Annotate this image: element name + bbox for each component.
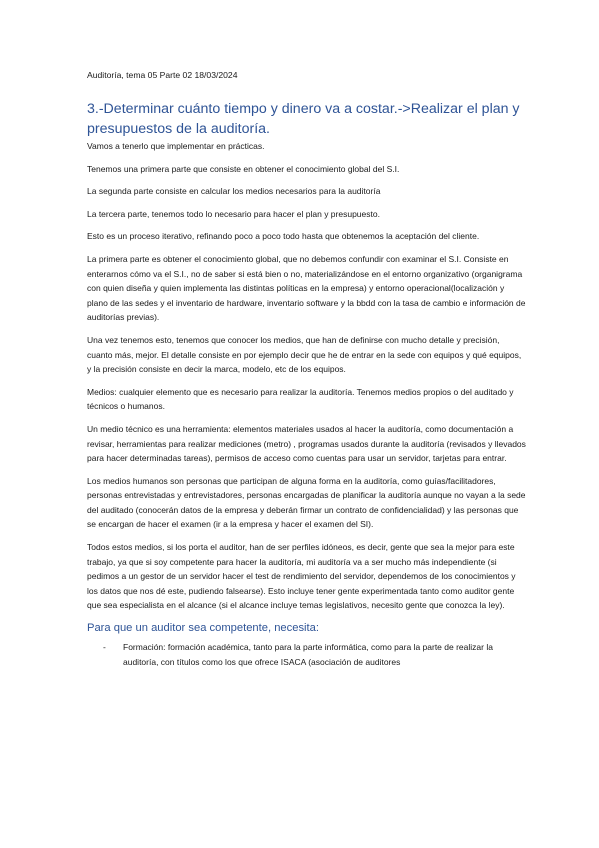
list-item-text: Formación: formación académica, tanto para la parte informática, como para la parte de realizar la auditoría, con títulos como los que ofrece ISACA (asociación de auditores	[123, 642, 493, 667]
paragraph: Los medios humanos son personas que participan de alguna forma en la auditoría, como guías/facilitadores, personas entrevistadas y entrevistadores, personas encargadas de planificar la auditoría aunque no vayan a la sede del auditado (conocerán datos de la empresa y deberán firmar un contrato de confidencialidad) y las personas que se encargan de hacer el examen (ir a la empresa y hacer el examen del SI).	[87, 475, 526, 530]
bullet-marker: -	[103, 642, 106, 653]
document-page	[87, 70, 527, 669]
paragraph: Una vez tenemos esto, tenemos que conocer los medios, que han de definirse con mucho detalle y precisión, cuanto más, mejor. El detalle consiste en por ejemplo decir que he de entrar en la sede con equipos y qué equipos, y la precisión consiste en decir la marca, modelo, etc de los equipos.	[87, 334, 522, 375]
paragraph: Esto es un proceso iterativo, refinando poco a poco todo hasta que obtenemos la aceptación del cliente.	[87, 231, 480, 242]
paragraph: Todos estos medios, si los porta el auditor, han de ser perfiles idóneos, es decir, gente que sea la mejor para este trabajo, ya que si soy competente para hacer la auditoría, mi auditoría va a ser mucho más independiente (si pedimos a un gestor de un servidor hacer el test de rendimiento del servidor, dependemos de los conocimientos y los datos que nos dé este, pudiendo falsearse). Esto incluye tener gente experimentada tanto como auditor gente que sea especialista en el alcance (si el alcance incluye temas legislativos, necesito gente que conozca la ley).	[87, 542, 516, 611]
paragraph: La primera parte es obtener el conocimiento global, que no debemos confundir con examinar el S.I. Consiste en enterarnos cómo va el S.I., no de saber si está bien o no, materializándose en el entorno organizativo (organigrama con quien diseña y quien implementa las distintas políticas en la empresa) y entorno operacional(localización y plano de las sedes y el inventario de hardware, inventario software y la bbdd con la tasa de cambio e información de auditorías previas).	[87, 253, 526, 323]
paragraph: La tercera parte, tenemos todo lo necesario para hacer el plan y presupuesto.	[87, 208, 380, 219]
paragraph: Tenemos una primera parte que consiste en obtener el conocimiento global del S.I.	[87, 163, 400, 174]
subsection-title: Para que un auditor sea competente, necesita:	[87, 622, 319, 635]
list-item	[87, 640, 527, 669]
paragraph: Vamos a tenerlo que implementar en prácticas.	[87, 141, 265, 151]
document-header: Auditoría, tema 05 Parte 02 18/03/2024	[87, 70, 238, 80]
paragraph: Medios: cualquier elemento que es necesario para realizar la auditoría. Tenemos medios propios o del auditado y técnicos o humanos.	[87, 386, 514, 412]
bullet-list	[87, 640, 527, 669]
paragraph: Un medio técnico es una herramienta: elementos materiales usados al hacer la auditoría, como documentación a revisar, herramientas para realizar mediciones (metro) , programas usados durante la auditoría (revisados y llevados para hacer determinadas tareas), permisos de acceso como cuentas para usar un servidor, tarjetas para entrar.	[87, 423, 526, 464]
paragraph: La segunda parte consiste en calcular los medios necesarios para la auditoría	[87, 186, 381, 197]
section-title: 3.-Determinar cuánto tiempo y dinero va a costar.->Realizar el plan y presupuestos de la auditoría.	[87, 101, 520, 137]
